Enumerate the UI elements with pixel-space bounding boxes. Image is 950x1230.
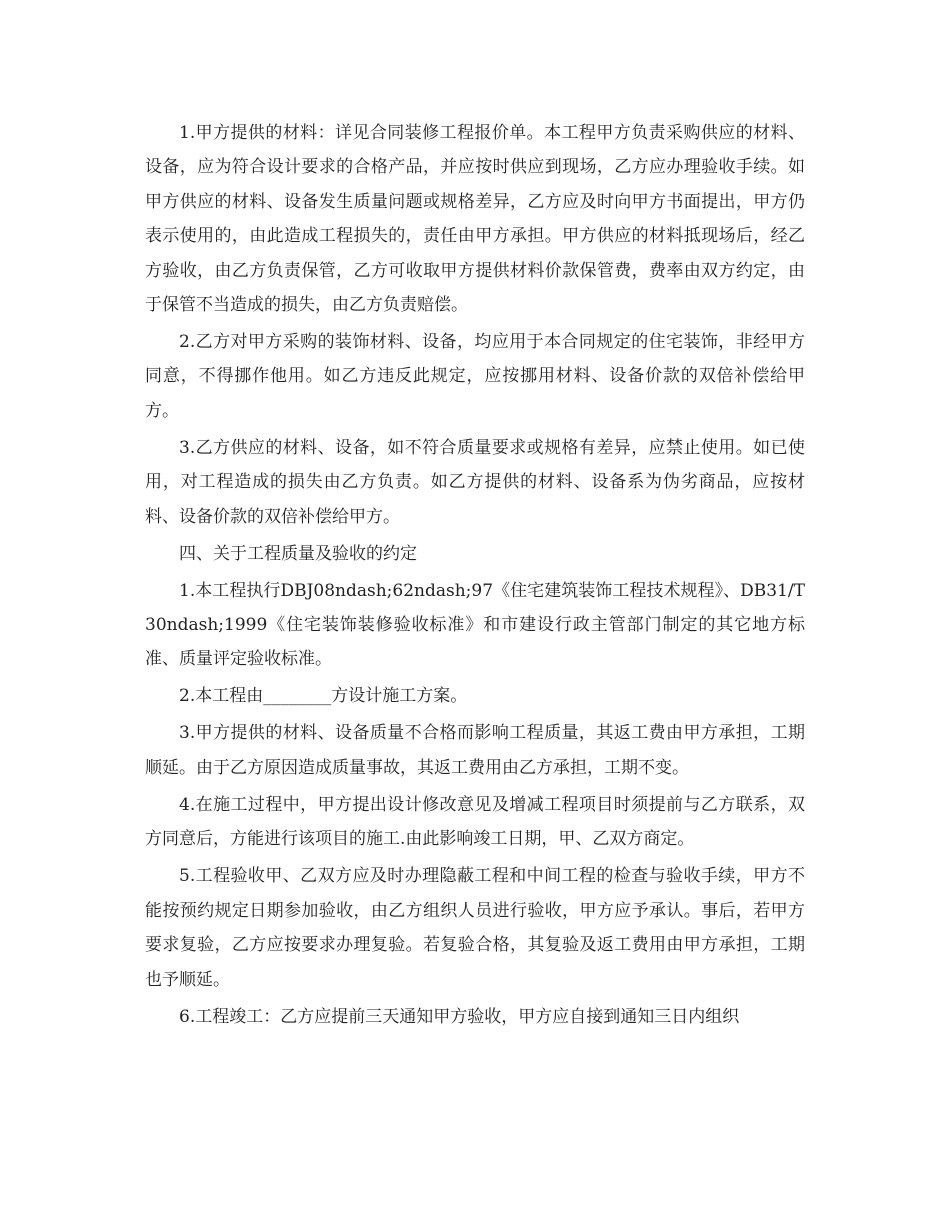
paragraph-materials-supply: 1.甲方提供的材料：详见合同装修工程报价单。本工程甲方负责采购供应的材料、设备，应为符合设计要求的合格产品，并应按时供应到现场，乙方应办理验收手续。如甲方供应的材料、设备发生质量问题或规格差异，乙方应及时向甲方书面提出，甲方仍表示使用的，由此造成工程损失的，责任由甲方承担。甲方供应的材料抵现场后，经乙方验收，由乙方负责保管，乙方可收取甲方提供材料价款保管费，费率由双方约定，由于保管不当造成的损失，由乙方负责赔偿。 xyxy=(145,123,805,316)
paragraph-contractor-materials: 3.乙方供应的材料、设备，如不符合质量要求或规格有差异，应禁止使用。如已使用，对工程造成的损失由乙方负责。如乙方提供的材料、设备系为伪劣商品，应按材料、设备价款的双倍补偿给甲方。 xyxy=(145,437,805,527)
paragraph-rework-cost: 3.甲方提供的材料、设备质量不合格而影响工程质量，其返工费由甲方承担，工期顺延。由于乙方原因造成质量事故，其返工费用由乙方承担，工期不变。 xyxy=(145,723,805,778)
section-heading-quality: 四、关于工程质量及验收的约定 xyxy=(179,543,417,564)
paragraph-inspection: 5.工程验收甲、乙双方应及时办理隐蔽工程和中间工程的检查与验收手续，甲方不能按预约规定日期参加验收，由乙方组织人员进行验收，甲方应予承认。事后，若甲方要求复验，乙方应按要求办理复验。若复验合格，其复验及返工费用由甲方承担，工期也予顺延。 xyxy=(145,866,805,990)
document-page xyxy=(145,116,805,1034)
paragraph-design-changes: 4.在施工过程中，甲方提出设计修改意见及增减工程项目时须提前与乙方联系，双方同意后，方能进行该项目的施工.由此影响竣工日期，甲、乙双方商定。 xyxy=(145,794,805,850)
paragraph-completion: 6.工程竣工：乙方应提前三天通知甲方验收，甲方应自接到通知三日内组织 xyxy=(179,1006,740,1027)
paragraph-design-party: 2.本工程由________方设计施工方案。 xyxy=(179,686,468,707)
paragraph-standards: 1.本工程执行DBJ08ndash;62ndash;97《住宅建筑装饰工程技术规程》、DB31/T30ndash;1999《住宅装饰装修验收标准》和市建设行政主管部门制定的其它地方标准、质量评定验收标准。 xyxy=(145,580,805,670)
paragraph-materials-misuse: 2.乙方对甲方采购的装饰材料、设备，均应用于本合同规定的住宅装饰，非经甲方同意，不得挪作他用。如乙方违反此规定，应按挪用材料、设备价款的双倍补偿给甲方。 xyxy=(145,332,805,421)
